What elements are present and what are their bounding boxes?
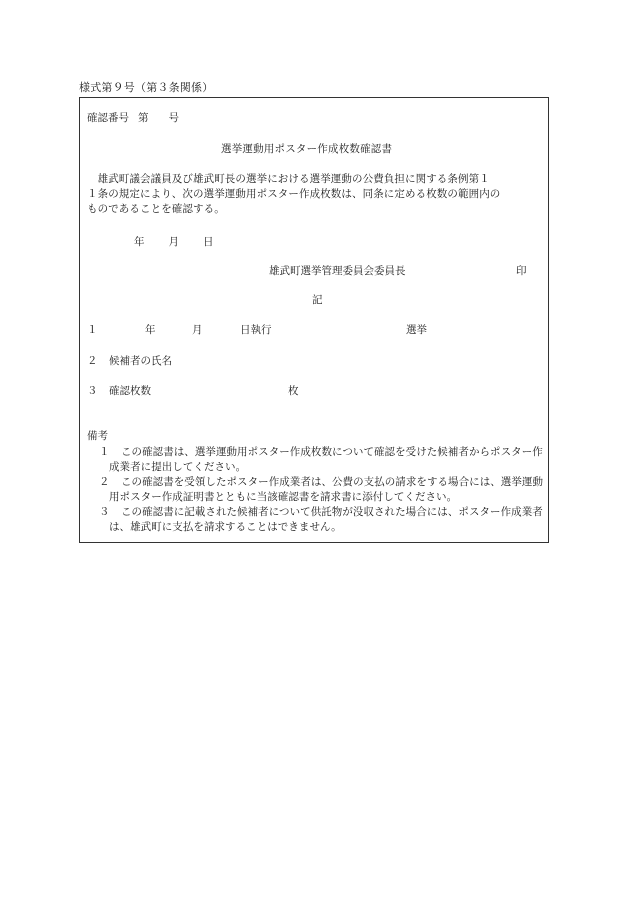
ki-heading: 記 [312,294,323,306]
statement-line-2: １条の規定により、次の選挙運動用ポスター作成枚数は、同条に定める枚数の範囲内の [87,188,501,200]
remarks-note-1 [87,445,545,475]
date-day: 日 [203,236,214,248]
item-2-label: 候補者の氏名 [109,355,172,367]
document-title: 選挙運動用ポスター作成枚数確認書 [221,143,393,155]
form-number-label: 様式第９号（第３条関係） [79,81,214,94]
confirmation-number-dai: 第 [138,112,149,124]
remarks-note-1-text: この確認書は、選挙運動用ポスター作成枚数について確認を受けた候補者からポスター作成業者に提出してください。 [109,446,543,473]
remarks-title: 備考 [87,430,108,442]
remarks-note-3-number: ３ [99,506,110,518]
remarks-note-2-text: この確認書を受領したポスター作成業者は、公費の支払の請求をする場合には、選挙運動用ポスター作成証明書とともに当該確認書を請求書に添付してください。 [109,476,543,503]
confirmation-statement [87,172,545,217]
remarks-note-2 [87,475,545,505]
item-3-number: ３ [87,385,98,397]
item-2-candidate-name [87,356,172,367]
remarks-note-3-text: この確認書に記載された候補者について供託物が没収された場合には、ポスター作成業者は、雄武町に支払を請求することはできません。 [109,506,543,533]
remarks-note-1-number: １ [99,446,110,458]
remarks-note-3 [87,505,545,535]
item-1-day-exec: 日執行 [240,324,272,336]
date-year: 年 [134,236,145,248]
date-month: 月 [168,236,179,248]
item-1-election: 選挙 [406,324,427,336]
item-1-number: １ [87,324,98,336]
confirmation-number-line [87,113,179,124]
committee-chair: 雄武町選挙管理委員会委員長 [269,265,406,277]
confirmation-number-label: 確認番号 [87,112,129,124]
item-1-year: 年 [145,324,156,336]
item-3-label: 確認枚数 [109,385,151,397]
statement-line-3: ものであることを確認する。 [87,203,225,215]
confirmation-form [79,97,549,543]
confirmation-number-go: 号 [168,112,179,124]
item-3-confirmed-count [87,385,299,397]
seal-mark: 印 [516,265,527,277]
item-2-number: ２ [87,355,98,367]
statement-line-1: 雄武町議会議員及び雄武町長の選挙における選挙運動の公費負担に関する条例第１ [87,173,490,185]
item-1-month: 月 [192,324,203,336]
remarks-note-2-number: ２ [99,476,110,488]
date-line [134,237,214,248]
item-3-unit: 枚 [288,385,299,397]
